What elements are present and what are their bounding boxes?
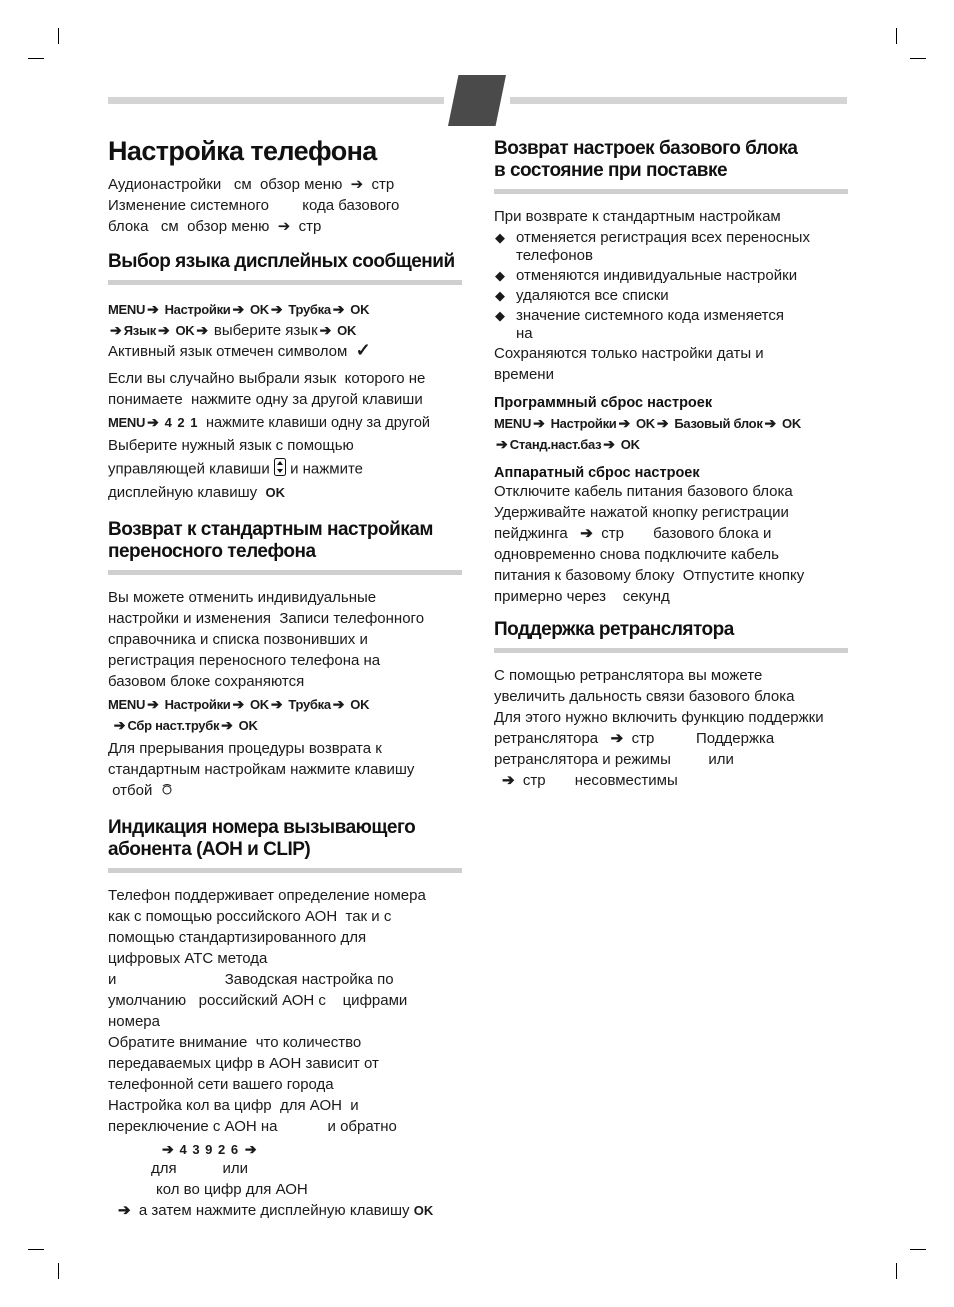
checkmark-icon: ✓ <box>355 340 371 360</box>
menu-sequence: MENU ➔ 4 2 1 нажмите клавиши одну за другой <box>108 414 431 431</box>
crop-mark <box>58 28 59 44</box>
active-language-note: Активный язык отмечен символом ✓ <box>108 340 371 360</box>
section-heading-caller-id: Индикация номера вызывающего абонента (АОН и CLIP) <box>108 817 416 861</box>
paragraph: пейджинга ➔ стр базового блока и <box>494 525 772 542</box>
list-item: ◆ отменяется регистрация всех переносных телефонов <box>494 229 848 265</box>
paragraph: Для прерывания процедуры возврата к <box>108 740 382 757</box>
section-rule <box>108 868 462 873</box>
paragraph: Для этого нужно включить функцию поддержки <box>494 709 824 726</box>
paragraph: стандартным настройкам нажмите клавишу <box>108 761 415 778</box>
subheading-software-reset: Программный сброс настроек <box>494 395 713 411</box>
intro-line: Аудионастройки см обзор меню ➔ стр <box>108 176 395 193</box>
section-heading-language: Выбор языка дисплейных сообщений <box>108 251 455 272</box>
paragraph: Сохраняются только настройки даты и <box>494 345 764 362</box>
header-bar-left <box>108 97 444 104</box>
paragraph: питания к базовому блоку Отпустите кнопку <box>494 567 805 584</box>
header-bar-right <box>510 97 847 104</box>
paragraph: С помощью ретранслятора вы можете <box>494 667 763 684</box>
intro-line: блока см обзор меню ➔ стр <box>108 218 322 235</box>
paragraph: ➔ а затем нажмите дисплейную клавишу OK <box>118 1202 434 1220</box>
crop-mark <box>910 58 926 59</box>
paragraph: Выберите нужный язык с помощью <box>108 437 354 454</box>
section-heading-reset-handset: Возврат к стандартным настройкам переносного телефона <box>108 519 433 562</box>
chapter-tab <box>448 75 506 126</box>
menu-sequence: ➔ Язык ➔ OK ➔ выберите язык ➔ OK <box>110 322 357 339</box>
list-item: ◆ значение системного кода изменяется на <box>494 307 848 343</box>
intro-line: Изменение системного кода базового <box>108 197 400 214</box>
paragraph: Отключите кабель питания базового блока <box>494 483 793 500</box>
paragraph: Если вы случайно выбрали язык которого не <box>108 370 426 387</box>
paragraph: отбой <box>108 782 462 800</box>
paragraph: Вы можете отменить индивидуальные <box>108 589 377 606</box>
paragraph: регистрация переносного телефона на <box>108 652 381 669</box>
section-heading-repeater: Поддержка ретранслятора <box>494 619 734 640</box>
paragraph: цифровых АТС метода <box>108 950 268 968</box>
menu-sequence: MENU ➔ Настройки ➔ OK ➔ Трубка ➔ OK <box>108 301 370 317</box>
paragraph: Обратите внимание что количество <box>108 1034 362 1052</box>
crop-mark <box>910 1249 926 1250</box>
page-title: Настройка телефона <box>108 136 377 166</box>
section-rule <box>108 570 462 575</box>
paragraph: как с помощью российского АОН так и с <box>108 908 392 926</box>
crop-mark <box>58 1263 59 1279</box>
paragraph: номера <box>108 1013 160 1031</box>
paragraph: дисплейную клавишу OK <box>108 484 285 501</box>
paragraph: Телефон поддерживает определение номера <box>108 887 426 905</box>
paragraph: увеличить дальность связи базового блока <box>494 688 795 705</box>
list-item: ◆ удаляются все списки <box>494 287 848 305</box>
paragraph: Настройка кол ва цифр для АОН и <box>108 1097 359 1115</box>
paragraph: одновременно снова подключите кабель <box>494 546 779 563</box>
paragraph: настройки и изменения Записи телефонного <box>108 610 425 627</box>
navigation-key-icon <box>274 458 286 481</box>
paragraph: При возврате к стандартным настройкам <box>494 208 781 225</box>
paragraph: понимаете нажмите одну за другой клавиши <box>108 391 423 408</box>
paragraph: ➔ стр несовместимы <box>502 772 678 789</box>
paragraph: справочника и списка позвонивших и <box>108 631 368 648</box>
paragraph: для или <box>126 1160 248 1178</box>
paragraph: и Заводская настройка по <box>108 971 394 989</box>
menu-sequence: ➔ Станд.наст.баз ➔ OK <box>496 436 640 452</box>
menu-sequence: ➔ Сбр наст.трубк ➔ OK <box>113 717 258 733</box>
paragraph: ретранслятора и режимы или <box>494 751 734 768</box>
paragraph: управляющей клавиши и нажмите <box>108 458 462 481</box>
paragraph: Удерживайте нажатой кнопку регистрации <box>494 504 789 521</box>
paragraph: переключение с АОН на и обратно <box>108 1118 397 1136</box>
crop-mark <box>896 1263 897 1279</box>
paragraph: передаваемых цифр в АОН зависит от <box>108 1055 379 1073</box>
crop-mark <box>28 1249 44 1250</box>
key-sequence: ➔ 4 3 9 2 6 ➔ <box>162 1141 257 1158</box>
section-rule <box>494 189 848 194</box>
section-rule <box>108 280 462 285</box>
paragraph: телефонной сети вашего города <box>108 1076 334 1094</box>
crop-mark <box>896 28 897 44</box>
paragraph: умолчанию российский АОН с цифрами <box>108 992 408 1010</box>
list-item: ◆ отменяются индивидуальные настройки <box>494 267 848 285</box>
paragraph: примерно через секунд <box>494 588 670 605</box>
section-rule <box>494 648 848 653</box>
paragraph: базовом блоке сохраняются <box>108 673 305 690</box>
paragraph: времени <box>494 366 554 383</box>
paragraph: ретранслятора ➔ стр Поддержка <box>494 730 775 747</box>
menu-sequence: MENU ➔ Настройки ➔ OK ➔ Трубка ➔ OK <box>108 696 370 712</box>
subheading-hardware-reset: Аппаратный сброс настроек <box>494 465 700 481</box>
end-call-icon <box>161 782 173 800</box>
crop-mark <box>28 58 44 59</box>
paragraph: помощью стандартизированного для <box>108 929 367 947</box>
left-column <box>108 134 462 1223</box>
right-column <box>494 138 848 793</box>
section-heading-reset-base: Возврат настроек базового блока в состояние при поставке <box>494 138 798 181</box>
paragraph: кол во цифр для АОН <box>156 1181 308 1199</box>
menu-sequence: MENU ➔ Настройки ➔ OK ➔ Базовый блок ➔ OK <box>494 415 801 431</box>
